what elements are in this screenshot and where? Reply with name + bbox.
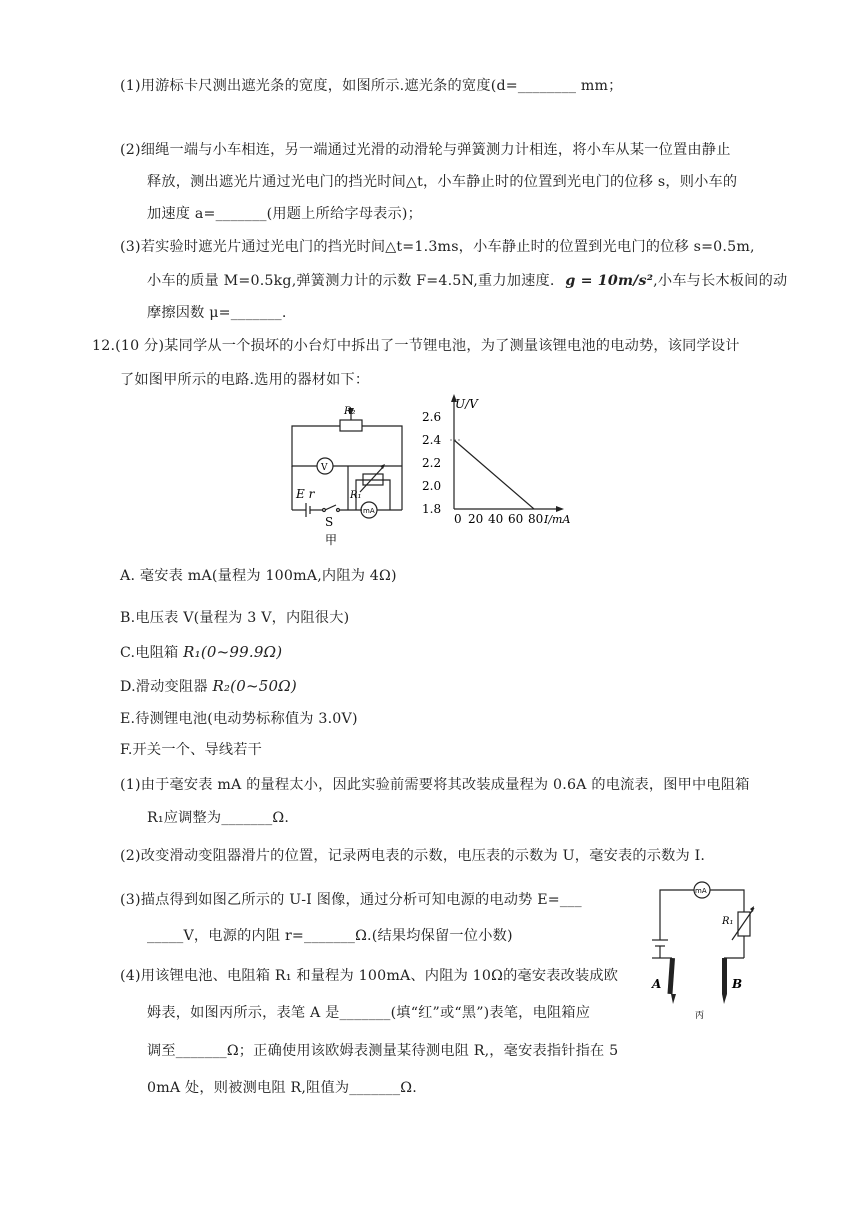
y-tick-label: 2.2 [422, 456, 442, 470]
q12-sub4-line3: 调至_______Ω；正确使用该欧姆表测量某待测电阻 R,，毫安表指针指在 5 [147, 1043, 619, 1059]
option-d-formula: R₂(0~50Ω) [212, 677, 297, 695]
circuit-diagram-bing [648, 880, 758, 1022]
x-tick-label: 80 [528, 512, 544, 526]
q11-sub3-line3: 摩擦因数 μ=_______. [147, 305, 287, 321]
option-c-formula: R₁(0~99.9Ω) [183, 643, 283, 661]
u-i-line [454, 440, 534, 509]
label-voltmeter: V [321, 463, 328, 473]
q11-sub3-text-c: ,小车与长木板间的动 [653, 273, 788, 289]
q12-sub3-line2: _____V，电源的内阻 r=_______Ω.(结果均保留一位小数) [147, 928, 513, 944]
q12-sub1-line1: (1)由于毫安表 mA 的量程太小，因此实验前需要将其改装成量程为 0.6A 的电流表，图甲中电阻箱 [120, 777, 750, 793]
label-switch: S [325, 515, 334, 529]
option-c-text: C.电阻箱 [120, 645, 184, 661]
q12-sub4-line2: 姆表，如图丙所示，表笔 A 是_______(填“红”或“黑”)表笔，电阻箱应 [147, 1005, 591, 1021]
bing-label-b: B [732, 977, 743, 991]
q11-sub2-line3: 加速度 a=_______(用题上所给字母表示)； [147, 206, 423, 222]
option-c [120, 642, 282, 663]
x-tick-label: 40 [488, 512, 504, 526]
label-ma: mA [363, 507, 375, 515]
q11-sub3-line1: (3)若实验时遮光片通过光电门的挡光时间△t=1.3ms，小车静止时的位置到光电门的位移 s=0.5m, [120, 239, 755, 255]
q11-sub3-line2 [147, 271, 787, 291]
x-axis-label: I/mA [544, 513, 571, 526]
label-er: E r [296, 487, 315, 501]
gravity-formula: g = 10m/s² [565, 273, 654, 289]
circuit-diagram-jia [284, 402, 406, 550]
x-tick-label: 0 [454, 512, 462, 526]
x-tick-label: 20 [468, 512, 484, 526]
q12-intro-line2: 了如图甲所示的电路.选用的器材如下： [120, 372, 370, 388]
q12-sub4-line1: (4)用该锂电池、电阻箱 R₁ 和量程为 100mA、内阻为 10Ω的毫安表改装成欧 [120, 968, 619, 984]
q11-sub2-line2: 释放，测出遮光片通过光电门的挡光时间△t，小车静止时的位置到光电门的位移 s，则小车的 [147, 174, 738, 190]
bing-label-r1: R₁ [722, 916, 734, 927]
q11-sub1: (1)用游标卡尺测出遮光条的宽度，如图所示.遮光条的宽度(d=________ mm； [120, 78, 623, 94]
caption-bing: 丙 [695, 1011, 705, 1021]
q12-intro-line1: 12.(10 分)某同学从一个损坏的小台灯中拆出了一节锂电池，为了测量该锂电池的电动势，该同学设计 [92, 338, 740, 354]
q11-sub2-line1: (2)细绳一端与小车相连，另一端通过光滑的动滑轮与弹簧测力计相连，将小车从某一位置由静止 [120, 142, 731, 158]
option-d-text: D.滑动变阻器 [120, 679, 213, 695]
bing-label-a: A [652, 977, 662, 991]
y-tick-label: 1.8 [422, 502, 442, 516]
q12-sub1-line2: R₁应调整为_______Ω. [147, 810, 290, 826]
y-axis-label: U/V [455, 397, 478, 411]
option-a: A. 毫安表 mA(量程为 100mA,内阻为 4Ω) [120, 568, 397, 584]
label-r1: R₁ [350, 490, 362, 501]
y-tick-label: 2.0 [422, 479, 442, 493]
caption-jia: 甲 [325, 533, 338, 547]
q12-sub4-line4: 0mA 处，则被测电阻 R,阻值为_______Ω. [147, 1080, 417, 1096]
q11-sub3-text-a: 小车的质量 M=0.5kg,弹簧测力计的示数 F=4.5N,重力加速度. [147, 273, 555, 289]
label-r2: R₂ [344, 406, 356, 417]
x-tick-label: 60 [508, 512, 524, 526]
probe-a [667, 958, 674, 994]
probe-b [722, 958, 727, 994]
option-e: E.待测锂电池(电动势标称值为 3.0V) [120, 711, 358, 727]
u-i-graph [420, 392, 580, 532]
x-axis-arrow [556, 506, 564, 512]
y-tick-label: 2.4 [422, 433, 442, 447]
option-d [120, 676, 297, 697]
option-f: F.开关一个、导线若干 [120, 742, 263, 758]
option-b: B.电压表 V(量程为 3 V，内阻很大) [120, 610, 350, 626]
q12-sub2: (2)改变滑动变阻器滑片的位置，记录两电表的示数，电压表的示数为 U，毫安表的示数为 I. [120, 848, 706, 864]
bing-label-ma: mA [695, 887, 707, 895]
y-tick-label: 2.6 [422, 410, 442, 424]
q12-sub3-line1: (3)描点得到如图乙所示的 U-I 图像，通过分析可知电源的电动势 E=___ [120, 892, 582, 908]
